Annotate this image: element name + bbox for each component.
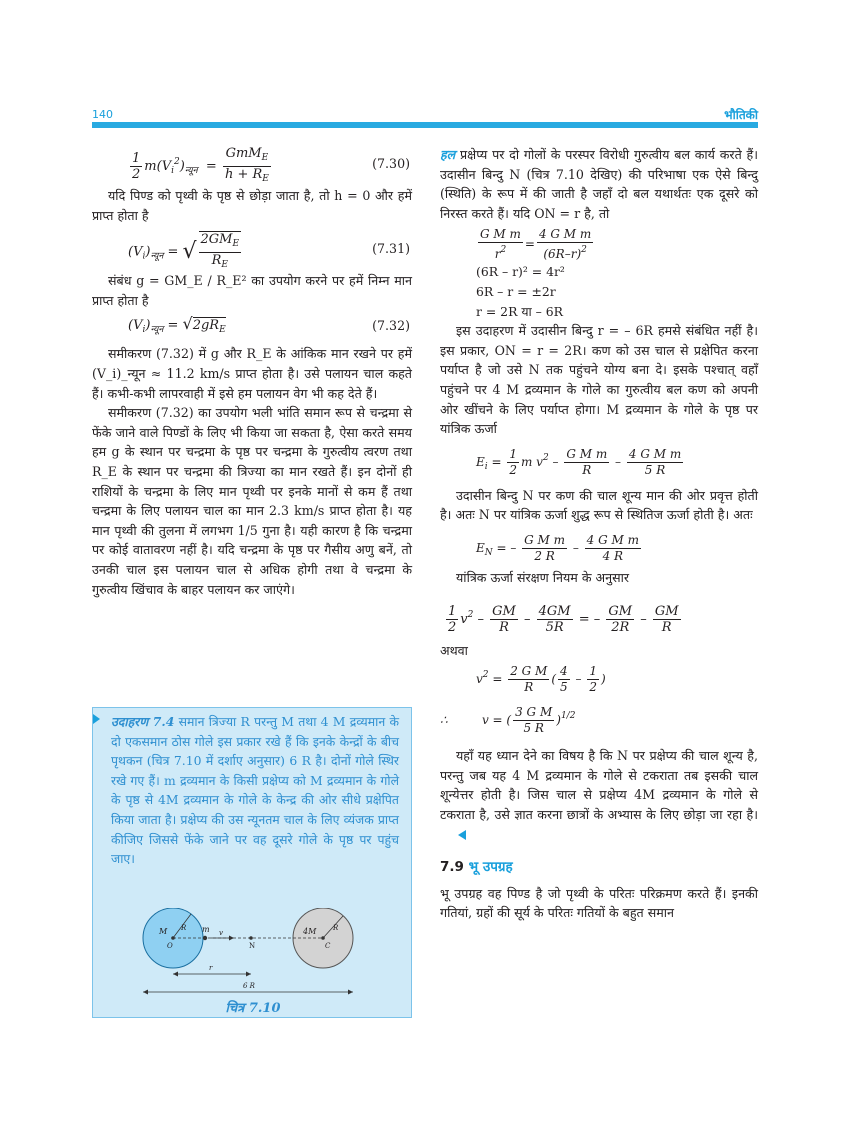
equation-number-7-30: (7.30) <box>372 156 410 171</box>
equation-Ei: $E_i$ = $\frac{1}{2}$ m $v^2$ – $\frac{\text{G M m}}{R}$ – $\frac{\text{4 G M m}}{5 R}$ <box>476 446 682 477</box>
solution-text-5: यहाँ यह ध्यान देने का विषय है कि N पर प्रक्षेप्य की चाल शून्य है, परन्तु जब यह 4 M द्रव्यमान के गोले से टकराता तब इसकी चाल शून्येत्तर होती है। जिस चाल से प्रक्षेप्य 4M द्रव्यमान के गोले से टकराता है, उसे ज्ञात करना छात्रों के अभ्यास के लिए छोड़ा जा रहा है। <box>440 746 758 844</box>
header-rule <box>92 122 758 128</box>
equation-v: ∴ v = ( $\frac{\text{3 G M}}{5 R}$ )$^{1/2}$ <box>440 705 576 736</box>
section-title: भू उपग्रह <box>468 859 513 876</box>
equation-number-7-31: (7.31) <box>372 241 410 257</box>
label-v: v <box>219 929 223 937</box>
example-marker-icon <box>93 714 100 724</box>
equation-conservation: $\frac{1}{2}$ $v^2$ – $\frac{GM}{R}$ – $\frac{4GM}{5R}$ = – $\frac{GM}{2R}$ – $\frac{GM}{R}$ <box>448 603 679 635</box>
page-number: 140 <box>92 108 113 121</box>
label-4M: 4M <box>303 927 317 936</box>
paragraph-escape-speed: समीकरण (7.32) में g और R_E के आंकिक मान रखने पर हमें (V_i)_न्यून ≈ 11.2 km/s प्राप्त होता है। उसे पलायन चाल कहते हैं। कभी-कभी लापरवाही में इसे हम पलायन वेग भी कह देते हैं। <box>92 346 412 401</box>
example-7-4-box <box>92 707 412 1018</box>
solution-label: हल <box>440 147 456 162</box>
solution-text-1: प्रक्षेप्य पर दो गोलों के परस्पर विरोधी गुरुत्वीय बल कार्य करते हैं। उदासीन बिन्दु N (चित्र 7.10 देखिए) की परिभाषा एक ऐसे बिन्दु (स्थिति) के रूप में की जाती है जहाँ दो बल यथार्थतः एक दूसरे को निरस्त करते हैं। यदि ON = r है, तो <box>440 147 758 221</box>
equation-v-squared: $v^2$ = $\frac{\text{2 G M}}{R}$ ( $\frac{4}{5}$ – $\frac{1}{2}$ ) <box>476 664 606 695</box>
equation-7-32-body: $(V_i)_{न्यून} = √2gR_E$ <box>128 314 226 336</box>
equation-7-31 <box>92 225 412 271</box>
label-6R: 6 R <box>243 982 255 990</box>
label-r: r <box>209 964 213 972</box>
label-N: N <box>249 942 256 950</box>
equation-EN: $E_N$ = – $\frac{\text{G M m}}{2 R}$ – $\frac{\text{4 G M m}}{4 R}$ <box>476 532 640 563</box>
equation-neutral-point: $\frac{\text{G M m}}{r^2}$ = $\frac{\text{4 G M m}}{(6R-r)^2}$ <box>480 227 592 262</box>
section-paragraph: भू उपग्रह वह पिण्ड है जो पृथ्वी के परितः परिक्रमण करते हैं। इनकी गतियां, ग्रहों की सूर्य के परितः गतियों के बहुत समान <box>440 885 758 921</box>
projectile-dot <box>203 936 207 940</box>
example-text <box>111 712 399 869</box>
book-title: भौतिकी <box>724 108 758 122</box>
right-column <box>440 145 758 923</box>
paragraph-relation-g: संबंध g = GM_E / R_E² का उपयोग करने पर हमें निम्न मान प्राप्त होता है <box>92 273 412 308</box>
equation-7-30 <box>92 140 412 186</box>
equation-number-7-32: (7.32) <box>372 318 410 334</box>
example-title: उदाहरण 7.4 <box>111 714 175 729</box>
equation-7-31-body: $(V_i)_{न्यून}$ = √ $\frac{2GM_E}{R_E}$ <box>128 231 243 273</box>
example-body: समान त्रिज्या R परन्तु M तथा 4 M द्रव्यमान के दो एकसमान ठोस गोले इस प्रकार रखे हैं कि इनके केन्द्रों के बीच पृथकन (चित्र 7.10 में दर्शाए अनुसार) 6 R है। दोनों गोले स्थिर रखे गए हैं। m द्रव्यमान के किसी प्रक्षेप्य को M द्रव्यमान के गोले के पृष्ठ से 4M द्रव्यमान के गोले के केन्द्र की ओर सीधे प्रक्षेपित किया जाता है। प्रक्षेप्य की उस न्यूनतम चाल के लिए व्यंजक प्राप्त कीजिए जिससे फेंके जाने पर वह दूसरे गोले के पृष्ठ पर पहुंच जाए। <box>111 714 399 867</box>
equation-7-30-body: $\frac{1}{2}$ $m(V_i^2)_{न्यून}$ = $\frac{GmM_E}{h + R_E}$ <box>132 146 269 184</box>
label-M: M <box>159 927 168 936</box>
equation-7-32 <box>92 310 412 344</box>
section-heading-7-9 <box>440 858 758 878</box>
paragraph-moon: समीकरण (7.32) का उपयोग भली भांति समान रूप से चन्द्रमा से फेंके जाने वाले पिण्डों के लिए भी किया जा सकता है, ऐसा करते समय हम g के स्थान पर चन्द्रमा के पृष्ठ पर चन्द्रमा के गुरुत्वीय त्वरण तथा R_E के स्थान पर चन्द्रमा की त्रिज्या का मान रखते हैं। इन दोनों ही राशियों के चन्द्रमा के लिए मान पृथ्वी पर इनके मानों से कम हैं तथा चन्द्रमा के लिए पलायन चाल का मान 2.3 km/s प्राप्त होता है। यह मान पृथ्वी की तुलना में लगभग 1/5 गुना है। यही कारण है कि चन्द्रमा पर कोई वातावरण नहीं है। यदि चन्द्रमा के पृष्ठ पर गैसीय अणु बनें, तो उनकी चाल इस पलायन चाल से अधिक होगी तथा वे चन्द्रमा के गुरुत्वीय खिंचाव के बाहर पलायन कर जाएंगे। <box>92 405 412 597</box>
solution-text-4: यांत्रिक ऊर्जा संरक्षण नियम के अनुसार <box>456 569 630 585</box>
solution-text-2: इस उदाहरण में उदासीन बिन्दु r = – 6R हमसे संबंधित नहीं है। इस प्रकार, ON = r = 2R। कण को उस चाल से प्रक्षेपित करना पर्याप्त है जो उसे N तक पहुंचने योग्य बना दे। इसके पश्चात् वहाँ पहुंचने पर 4 M द्रव्यमान के गोले का गुरुत्वीय बल कण को अपनी ओर खींचने के लिए पर्याप्त होगा। M द्रव्यमान के गोले के पृष्ठ पर यांत्रिक ऊर्जा <box>440 323 758 437</box>
label-O: O <box>167 942 173 950</box>
solution-text-3: उदासीन बिन्दु N पर कण की चाल शून्य मान की ओर प्रवृत्त होती है। अतः N पर यांत्रिक ऊर्जा शुद्ध रूप से स्थितिज ऊर्जा होती है। अतः <box>440 487 758 523</box>
end-marker-icon <box>458 830 466 840</box>
figure-two-spheres <box>133 908 373 1000</box>
figure-caption: चित्र 7.10 <box>225 1001 281 1016</box>
section-number: 7.9 <box>440 859 464 876</box>
solution-intro <box>440 145 758 223</box>
paragraph-drop-from-surface: यदि पिण्ड को पृथ्वी के पृष्ठ से छोड़ा जाता है, तो h = 0 और हमें प्राप्त होता है <box>92 188 412 223</box>
label-R-left: R <box>181 924 187 932</box>
label-m: m <box>202 925 210 934</box>
label-R-right: R <box>333 924 339 932</box>
left-column <box>92 140 412 599</box>
athva-label: अथवा <box>440 642 468 658</box>
equation-step-c: 6R – r = ±2r <box>476 283 556 299</box>
equation-step-b: (6R – r)² = 4r² <box>476 264 565 280</box>
equation-step-d: r = 2R या – 6R <box>476 303 564 319</box>
label-C: C <box>325 942 331 950</box>
